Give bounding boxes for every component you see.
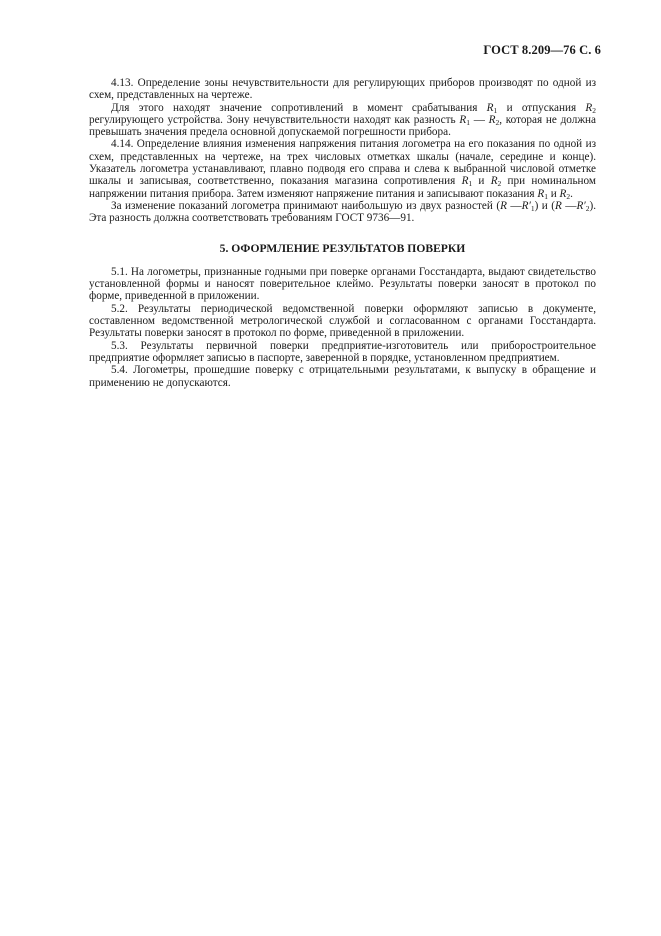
page-header: ГОСТ 8.209—76 С. 6 bbox=[483, 43, 601, 57]
paragraph-5-2: 5.2. Результаты периодической ведомственной поверки оформляют записью в документе, составленном ведомственной метрологической службой и согласованном с органами Госстандарта. Результаты поверки заносят в протокол по форме, приведенной в приложении. bbox=[89, 302, 596, 340]
paragraph-5-1: 5.1. На логометры, признанные годными при поверке органами Госстандарта, выдают свидетельство установленной формы и наносят поверительное клеймо. Результаты поверки заносят в протокол по форме, приведенной в приложении. bbox=[89, 265, 596, 303]
paragraph-4-13-detail: Для этого находят значение сопротивлений в момент срабатывания $R_1$ и отпускания $R_2$ регулирующего устройства. Зону нечувствительности находят как разность $R_1$ — $R_2$, которая не должна превышать значения предела основной допускаемой погрешности прибора. bbox=[89, 101, 597, 139]
section-5-title: 5. ОФОРМЛЕНИЕ РЕЗУЛЬТАТОВ ПОВЕРКИ bbox=[219, 241, 466, 255]
paragraph-5-3: 5.3. Результаты первичной поверки предприятие-изготовитель или приборостроительное предприятие оформляет записью в паспорте, заверенной в порядке, установленном предприятием. bbox=[89, 339, 596, 364]
paragraph-4-14-result: За изменение показаний логометра принимают наибольшую из двух разностей (R $—R'_1$) и (R $—R'_2$). Эта разность должна соответствовать требованиям ГОСТ 9736—91. bbox=[89, 199, 597, 225]
paragraph-4-13: 4.13. Определение зоны нечувствительности для регулирующих приборов производят по одной из схем, представленных на чертеже. bbox=[89, 77, 596, 102]
paragraph-5-4: 5.4. Логометры, прошедшие поверку с отрицательными результатами, к выпуску в обращение и применению не допускаются. bbox=[89, 364, 596, 389]
document-body bbox=[89, 77, 596, 389]
paragraph-4-14: 4.14. Определение влияния изменения напряжения питания логометра на его показания по одной из схем, представленных на чертеже, на трех числовых отметках шкалы (начале, середине и конце). Указатель логометра устанавливают, плавно подводя его справа и слева к выбранной числовой отметке шкалы и записывая, соответственно, показания магазина сопротивления $R_1$ и $R_2$ при номинальном напряжении питания прибора. Затем изменяют напряжение питания и записывают показания $R_1$ и $R_2$. bbox=[89, 138, 596, 201]
